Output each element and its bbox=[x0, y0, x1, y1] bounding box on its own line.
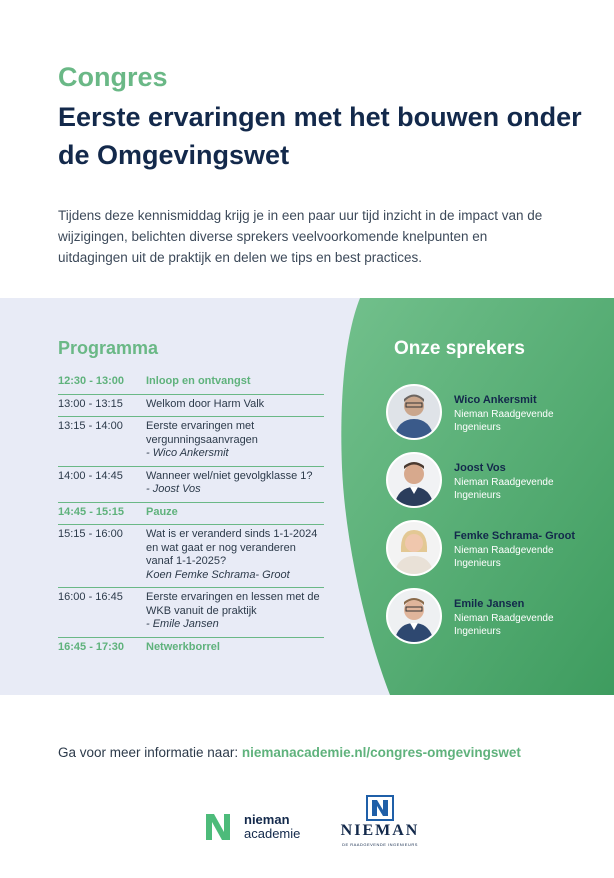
person-icon bbox=[388, 522, 440, 574]
program-title: Welkom door Harm Valk bbox=[146, 397, 265, 410]
program-time: 15:15 - 16:00 bbox=[58, 528, 123, 540]
congres-kicker: Congres bbox=[58, 62, 168, 92]
program-row bbox=[58, 395, 324, 418]
speaker-photo bbox=[386, 452, 442, 508]
program-desc bbox=[146, 528, 324, 582]
more-info bbox=[58, 745, 521, 760]
sprekers-heading: Onze sprekers bbox=[394, 338, 525, 359]
speaker-photo bbox=[386, 588, 442, 644]
speaker-name: Wico Ankersmit bbox=[454, 394, 537, 406]
more-info-text: Ga voor meer informatie naar: bbox=[58, 745, 242, 760]
program-time: 16:00 - 16:45 bbox=[58, 591, 123, 603]
speaker-org: Nieman Raadgevende Ingenieurs bbox=[454, 545, 554, 569]
nieman-logo-sub: DE RAADGEVENDE INGENIEURS bbox=[342, 842, 418, 847]
program-row bbox=[58, 467, 324, 503]
program-title: Wanneer wel/niet gevolgklasse 1? bbox=[146, 469, 313, 482]
speaker-org: Nieman Raadgevende Ingenieurs bbox=[454, 477, 554, 501]
program-speaker: Koen Femke Schrama- Groot bbox=[146, 568, 290, 581]
intro-text: Tijdens deze kennismiddag krijg je in een paar uur tijd inzicht in de impact van de wijzigingen, belichten diverse sprekers veelvoorkomende knelpunten en uitdagingen uit de praktijk en delen we tips en best practices. bbox=[58, 208, 543, 265]
nieman-logo-word: NIEMAN bbox=[340, 822, 420, 839]
person-icon bbox=[388, 386, 440, 438]
program-desc bbox=[146, 591, 324, 632]
programma-heading: Programma bbox=[58, 338, 159, 358]
speaker-card bbox=[386, 452, 606, 508]
program-row bbox=[58, 417, 324, 467]
program-time: 14:45 - 15:15 bbox=[58, 505, 125, 518]
speaker-name: Femke Schrama- Groot bbox=[454, 530, 576, 542]
page-title: Eerste ervaringen met het bouwen onder de Omgevingswet bbox=[58, 102, 582, 170]
nieman-logo-icon bbox=[361, 795, 399, 821]
speaker-photo bbox=[386, 520, 442, 576]
academie-logo-line2: academie bbox=[244, 826, 301, 841]
speaker-card bbox=[386, 588, 606, 644]
program-speaker: - Emile Jansen bbox=[146, 618, 219, 630]
program-title: Netwerkborrel bbox=[146, 640, 220, 653]
academie-logo-icon bbox=[200, 808, 236, 844]
program-row bbox=[58, 638, 324, 660]
program-speaker: - Joost Vos bbox=[146, 483, 201, 495]
person-icon bbox=[388, 454, 440, 506]
person-icon bbox=[388, 590, 440, 642]
more-info-link[interactable]: niemanacademie.nl/congres-omgevingswet bbox=[241, 745, 521, 760]
program-row bbox=[58, 588, 324, 638]
speaker-org: Nieman Raadgevende Ingenieurs bbox=[454, 409, 554, 433]
program-row bbox=[58, 525, 324, 588]
program-title: Eerste ervaringen met vergunningsaanvragen bbox=[146, 420, 258, 446]
program-row bbox=[58, 503, 324, 526]
speaker-name: Emile Jansen bbox=[454, 598, 525, 610]
program-speaker: - Wico Ankersmit bbox=[146, 447, 229, 459]
program-time: 14:00 - 14:45 bbox=[58, 469, 123, 482]
program-row bbox=[58, 372, 324, 395]
speaker-org: Nieman Raadgevende Ingenieurs bbox=[454, 613, 554, 637]
speaker-photo bbox=[386, 384, 442, 440]
programma-list bbox=[58, 372, 324, 659]
speaker-name: Joost Vos bbox=[454, 462, 506, 474]
program-title: Eerste ervaringen en lessen met de WKB vanuit de praktijk bbox=[146, 591, 320, 617]
nieman-logo bbox=[335, 795, 425, 850]
nieman-academie-logo bbox=[200, 806, 310, 846]
program-time: 12:30 - 13:00 bbox=[58, 375, 125, 387]
program-time: 13:15 - 14:00 bbox=[58, 420, 123, 432]
program-time: 16:45 - 17:30 bbox=[58, 640, 125, 653]
program-desc bbox=[146, 470, 324, 497]
program-desc bbox=[146, 420, 324, 461]
academie-logo-line1: nieman bbox=[244, 812, 290, 827]
program-title: Pauze bbox=[146, 505, 178, 518]
program-title: Inloop en ontvangst bbox=[146, 375, 251, 387]
program-title: Wat is er veranderd sinds 1-1-2024 en wat gaat er nog veranderen vanaf 1-1-2025? bbox=[146, 528, 318, 567]
speaker-card bbox=[386, 520, 606, 576]
program-time: 13:00 - 13:15 bbox=[58, 397, 123, 410]
speaker-card bbox=[386, 384, 606, 440]
